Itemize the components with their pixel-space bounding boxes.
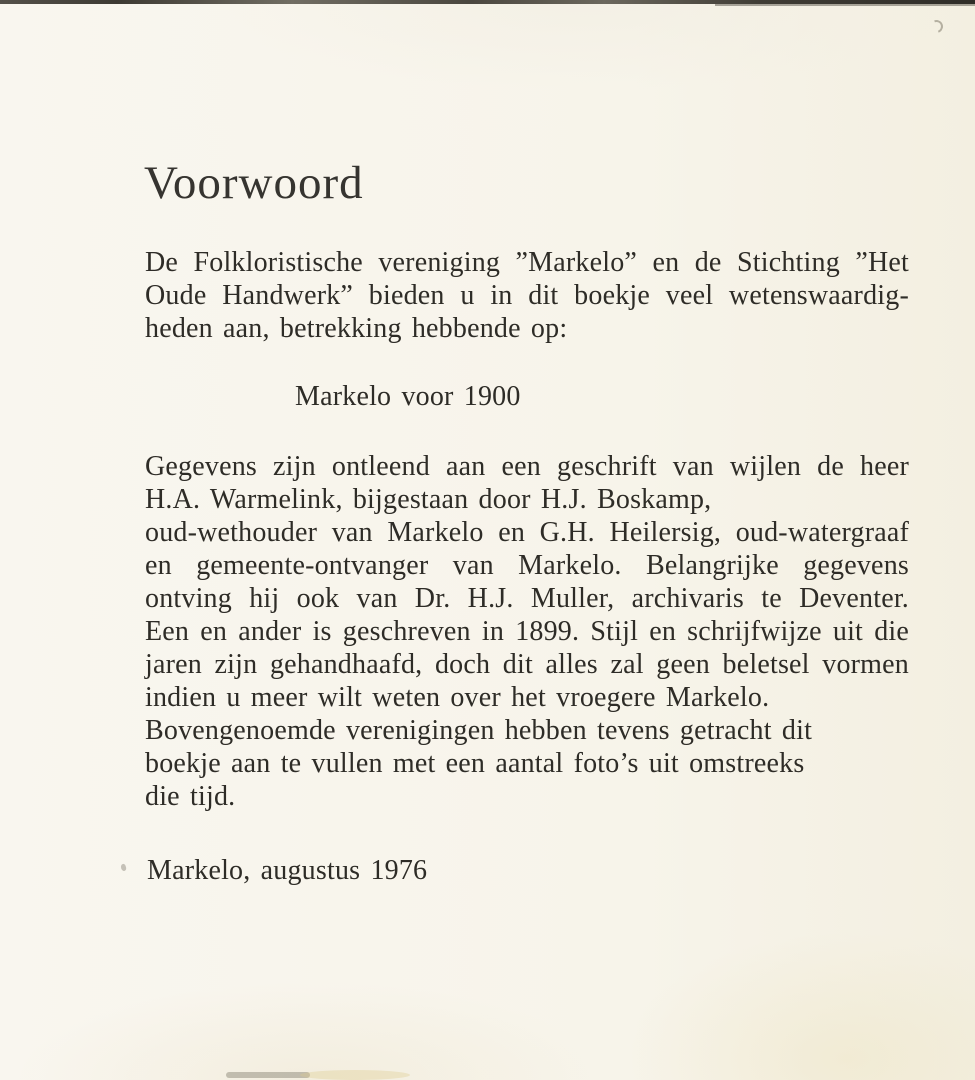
text-line: heden aan, betrekking hebbende op: [145,313,568,344]
text-line: Bovengenoemde verenigingen hebben tevens getracht dit [145,715,813,746]
text-line: indien u meer wilt weten over het vroegere Markelo. [145,682,770,713]
text-line: Een en ander is geschreven in 1899. Stijl en schrijfwijze uit die [145,616,909,647]
page-title: Voorwoord [144,157,364,209]
text-line: oud-wethouder van Markelo en G.H. Heilersig, oud-watergraaf [145,517,909,548]
text-line: boekje aan te vullen met een aantal foto’s uit omstreeks [145,748,805,779]
text-line: die tijd. [145,781,236,812]
date-line: Markelo, augustus 1976 [147,855,428,886]
body-paragraph [145,450,909,813]
paper-speck-icon [120,863,127,871]
scan-edge-artifact [0,0,975,4]
intro-paragraph [145,246,909,345]
text-line: en gemeente-ontvanger van Markelo. Belangrijke gegevens [145,550,909,581]
text-line: ontving hij ook van Dr. H.J. Muller, archivaris te Deventer. [145,583,909,614]
text-line: Gegevens zijn ontleend aan een geschrift van wijlen de heer [145,451,909,482]
subject-line: Markelo voor 1900 [295,381,521,412]
text-line: De Folkloristische vereniging ”Markelo” en de Stichting ”Het [145,247,909,278]
text-line: jaren zijn gehandhaafd, doch dit alles zal geen beletsel vormen [145,649,909,680]
text-line: H.A. Warmelink, bijgestaan door H.J. Boskamp, [145,484,712,515]
paper-stain [300,1070,410,1080]
paper-speck-icon [928,18,945,35]
text-line: Oude Handwerk” bieden u in dit boekje veel wetenswaardig- [145,280,909,311]
paper-smudge [226,1072,310,1078]
